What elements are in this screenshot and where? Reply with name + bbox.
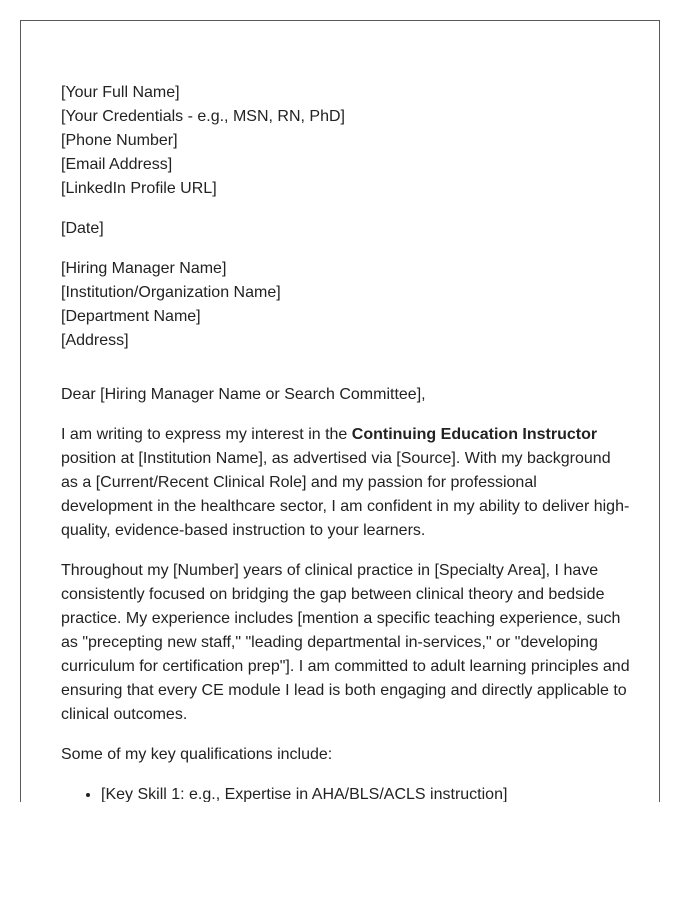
paragraph-intro [61,423,631,543]
sender-email: [Email Address] [61,156,173,173]
letter-page [20,20,660,802]
recipient-address: [Address] [61,332,129,349]
sender-name: [Your Full Name] [61,84,180,101]
recipient-institution: [Institution/Organization Name] [61,284,281,301]
recipient-name: [Hiring Manager Name] [61,260,227,277]
paragraph-experience: Throughout my [Number] years of clinical practice in [Specialty Area], I have consistently focused on bridging the gap between clinical theory and bedside practice. My experience includes [mention a specific teaching experience, such as "precepting new staff," "leading departmental in-services," or "developing curriculum for certification prep"]. I am committed to adult learning principles and ensuring that every CE module I lead is both engaging and directly applicable to clinical outcomes. [61,562,630,723]
qualifications-list [61,783,631,802]
paragraph-intro-after: position at [Institution Name], as advertised via [Source]. With my background as a [Current/Recent Clinical Role] and my passion for professional development in the healthcare sector, I am confident in my ability to deliver high-quality, evidence-based instruction to your learners. [61,450,630,539]
sender-credentials: [Your Credentials - e.g., MSN, RN, PhD] [61,108,345,125]
letter-date: [Date] [61,220,104,237]
paragraph-intro-before: I am writing to express my interest in the [61,426,352,443]
qualification-item: • [Key Skill 1: e.g., Expertise in AHA/BLS/ACLS instruction] [101,783,631,802]
sender-block [61,81,631,201]
position-title: Continuing Education Instructor [351,426,598,443]
sender-phone: [Phone Number] [61,132,178,149]
qualifications-intro: Some of my key qualifications include: [61,746,333,763]
salutation: Dear [Hiring Manager Name or Search Committee], [61,386,426,403]
date-block [61,217,631,241]
letter-content [61,81,631,802]
recipient-block [61,257,631,353]
recipient-department: [Department Name] [61,308,201,325]
sender-linkedin: [LinkedIn Profile URL] [61,180,217,197]
